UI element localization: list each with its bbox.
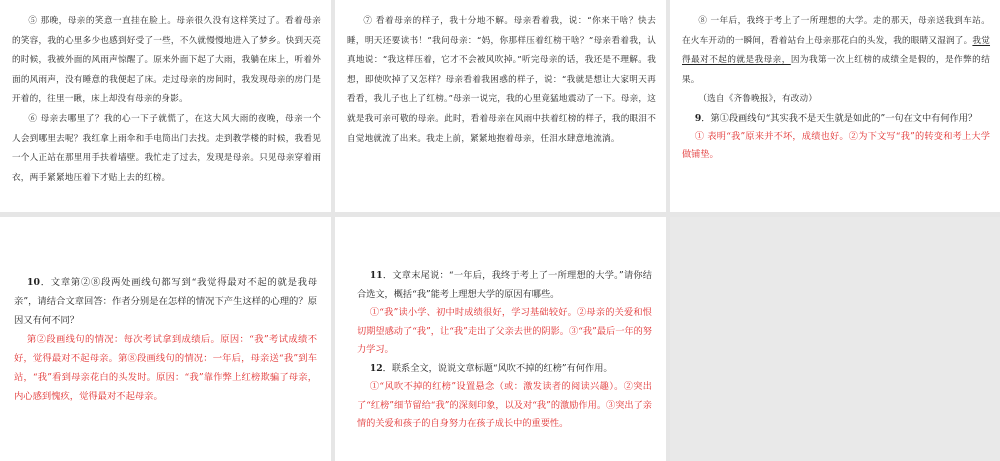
- paragraph-5: ⑤ 那晚，母亲的笑意一直挂在脸上。母亲很久没有这样笑过了。看着母亲的笑容，我的心里多少也感到好受了一些，不久就慢慢地进入了梦乡。快到天亮的时候，我被外面的风雨声惊醒了。原来外面下起了大雨，我躺在床上，听着外面的风雨声，没有睡意的我便起了床。走过母亲的房间时，我发现母亲的房门是开着的，往里一瞅，床上却没有母亲的身影。: [12, 16, 321, 105]
- question-10: [14, 273, 317, 330]
- page-panel-5: [335, 217, 666, 461]
- question-text: ．文章末尾说：“一年后，我终于考上了一所理想的大学。”请你结合选文，概括“我”能考上理想大学的原因有哪些。: [357, 270, 652, 300]
- answer-11: ①“我”读小学、初中时成绩很好，学习基础较好。②母亲的关爱和恨切期望感动了“我”，让“我”走出了父亲去世的阴影。③“我”最后一年的努力学习。: [357, 307, 652, 355]
- empty-panel: [670, 217, 1000, 461]
- question-12: [357, 360, 652, 379]
- paragraph-8-tail: 因为我第一次上红榜的成绩全是假的，是作弊的结果。: [682, 55, 991, 85]
- question-text: ．第①段画线句“其实我不是天生就是如此的”一句在文中有何作用？: [701, 112, 978, 124]
- question-text: ．文章第②⑧段两处画线句都写到“我觉得最对不起的就是我母亲”，请结合文章回答：作者分别是在怎样的情况下产生这样的心理的？原因又有何不同？: [14, 277, 317, 326]
- question-number: 12: [369, 362, 383, 374]
- paragraph-7: ⑦ 看着母亲的样子，我十分地不解。母亲看着我，说：“你来干啥？快去睡，明天还要读书！”我问母亲：“妈，你那样压着红榜干啥？”母亲看着我，认真地说：“我这样压着，它才不会被风吹掉。”听完母亲的话，我还是不理解。我想，即使吹掉了又怎样？母亲看着我困惑的样子，说：“我就是想让大家明天再看看，我儿子也上了红榜。”母亲一说完，我的心里竟猛地震动了一下。母亲，这就是我可亲可敬的母亲。此时，看着母亲在风雨中扶着红榜的样子，我的眼泪不自觉地就流了出来。我走上前，紧紧地抱着母亲，任泪水肆意地流淌。: [347, 16, 656, 144]
- page-panel-3: [670, 0, 1000, 212]
- page-panel-2: [335, 0, 666, 212]
- paragraph-6: ⑥ 母亲去哪里了？我的心一下子就慌了，在这大风大雨的夜晚，母亲一个人会到哪里去呢？我红拿上雨伞和手电筒出门去找。走到教学楼的时候，我看见一个人正站在那里用手扶着墙壁。我忙走了过去，发现是母亲。只见母亲穿着雨衣，两手紧紧地压着下才贴上去的红榜。: [12, 113, 321, 183]
- story-text: [682, 12, 990, 110]
- underlined-sentence: 我觉得最对不起的就是我母亲，: [682, 35, 991, 66]
- question-number: 11: [369, 270, 383, 281]
- story-text: [347, 12, 656, 149]
- question-11: [357, 267, 652, 304]
- question-number: 10: [27, 277, 40, 288]
- source-note: （选自《齐鲁晚报》，有改动）: [698, 94, 818, 105]
- question-9: [682, 110, 990, 128]
- page-panel-4: [0, 217, 331, 461]
- story-text: [12, 12, 321, 188]
- page-panel-1: [0, 0, 331, 212]
- answer-9: ① 表明“我”原来并不坏，成绩也好。②为下文写“我”的转变和考上大学做铺垫。: [682, 130, 990, 161]
- paragraph-8-text: ⑧ 一年后，我终于考上了一所理想的大学。走的那天，母亲送我到车站。在火车开动的一瞬间，看着站台上母亲那花白的头发，我的眼睛又湿润了。: [682, 16, 990, 46]
- paragraph-8: [682, 12, 990, 90]
- answer-12: ①“风吹不掉的红榜”设置悬念（或：激发读者的阅读兴趣）。②突出了“红榜”细节留给“我”的深刻印象，以及对“我”的激励作用。③突出了亲情的关爱和孩子的自身努力在孩子成长中的重要性。: [357, 381, 652, 429]
- question-text: ．联系全文，说说文章标题“风吹不掉的红榜”有何作用。: [382, 362, 613, 374]
- question-number: 9: [694, 112, 702, 124]
- answer-10: 第②段画线句的情况：每次考试拿到成绩后。原因：“我”考试成绩不好，觉得最对不起母亲。第⑧段画线句的情况：一年后，母亲送“我”到车站，“我”看到母亲花白的头发时。原因：“我”靠作弊上红榜欺骗了母亲，内心感到愧疚，觉得最对不起母亲。: [14, 334, 317, 402]
